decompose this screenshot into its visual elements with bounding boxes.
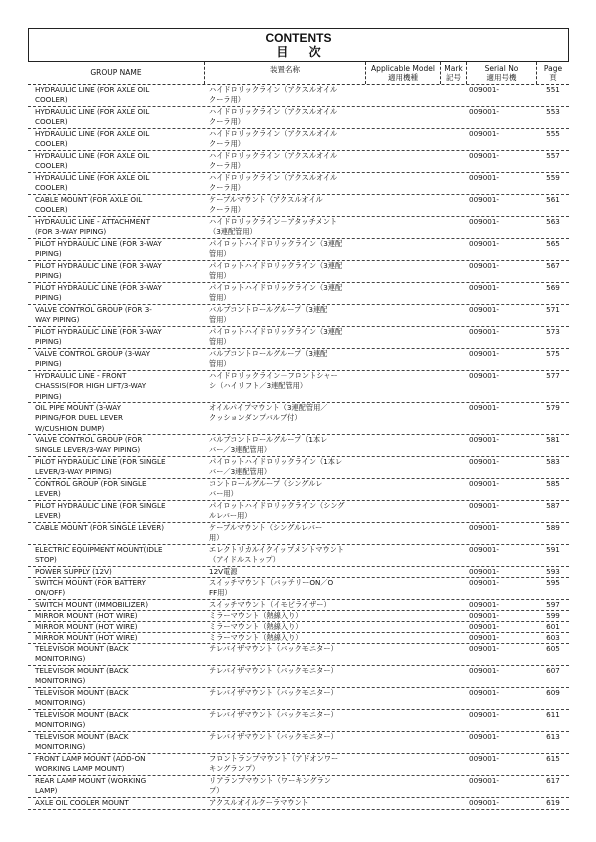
page-cell: 615 bbox=[546, 754, 560, 763]
table-row bbox=[28, 435, 569, 457]
name-jp-cell: ミラーマウント（熱線入り） bbox=[209, 611, 303, 620]
page-cell: 603 bbox=[546, 633, 560, 642]
page-cell: 597 bbox=[546, 600, 560, 609]
table-row bbox=[28, 622, 569, 633]
page-cell: 563 bbox=[546, 217, 560, 226]
page-cell: 551 bbox=[546, 85, 560, 94]
group-name-cell: CABLE MOUNT (FOR AXLE OIL COOLER) bbox=[35, 195, 143, 215]
header-serial-jp: 適用号機 bbox=[486, 73, 517, 82]
serial-no-cell: 009001- bbox=[469, 611, 500, 620]
page-cell: 561 bbox=[546, 195, 560, 204]
header-mark-en: Mark bbox=[444, 64, 463, 73]
name-jp-cell: バルブコントロールグループ（3連配 管用） bbox=[209, 349, 328, 369]
page-cell: 613 bbox=[546, 732, 560, 741]
page-cell: 569 bbox=[546, 283, 560, 292]
group-name-cell: HYDRAULIC LINE (FOR AXLE OIL COOLER) bbox=[35, 151, 150, 171]
serial-no-cell: 009001- bbox=[469, 283, 500, 292]
name-jp-cell: パイロットハイドロリックライン（1本レ バー／3連配管用） bbox=[209, 457, 343, 477]
name-jp-cell: パイロットハイドロリックライン（シング ルレバー用） bbox=[209, 501, 345, 521]
page-cell: 553 bbox=[546, 107, 560, 116]
serial-no-cell: 009001- bbox=[469, 129, 500, 138]
group-name-cell: OIL PIPE MOUNT (3-WAY PIPING/FOR DUEL LEVER W/CUSHION DUMP) bbox=[35, 403, 123, 433]
page-cell: 559 bbox=[546, 173, 560, 182]
group-name-cell: HYDRAULIC LINE (FOR AXLE OIL COOLER) bbox=[35, 129, 150, 149]
table-row bbox=[28, 85, 569, 107]
table-row bbox=[28, 578, 569, 600]
serial-no-cell: 009001- bbox=[469, 195, 500, 204]
group-name-cell: MIRROR MOUNT (HOT WIRE) bbox=[35, 622, 138, 631]
name-jp-cell: フロントランプマウント（アドオンワー キングランプ） bbox=[209, 754, 339, 774]
table-row bbox=[28, 239, 569, 261]
table-row bbox=[28, 644, 569, 666]
header-name-jp: 装置名称 bbox=[270, 65, 300, 74]
page-cell: 579 bbox=[546, 403, 560, 412]
group-name-cell: HYDRAULIC LINE (FOR AXLE OIL COOLER) bbox=[35, 107, 150, 127]
serial-no-cell: 009001- bbox=[469, 107, 500, 116]
name-jp-cell: ハイドロリックライン（アクスルオイル クーラ用） bbox=[209, 85, 338, 105]
page-cell: 587 bbox=[546, 501, 560, 510]
serial-no-cell: 009001- bbox=[469, 261, 500, 270]
table-row bbox=[28, 261, 569, 283]
table-row bbox=[28, 732, 569, 754]
table-row bbox=[28, 545, 569, 567]
page-cell: 599 bbox=[546, 611, 560, 620]
header-mark-jp: 記号 bbox=[446, 73, 461, 82]
page-cell: 573 bbox=[546, 327, 560, 336]
name-jp-cell: テレバイザマウント（バックモニター） bbox=[209, 688, 338, 697]
serial-no-cell: 009001- bbox=[469, 435, 500, 444]
name-jp-cell: スイッチマウント（イモビライザー） bbox=[209, 600, 331, 609]
table-row bbox=[28, 327, 569, 349]
serial-no-cell: 009001- bbox=[469, 403, 500, 412]
serial-no-cell: 009001- bbox=[469, 239, 500, 248]
group-name-cell: AXLE OIL COOLER MOUNT bbox=[35, 798, 129, 807]
name-jp-cell: バルブコントロールグループ（1本レ バー／3連配管用） bbox=[209, 435, 328, 455]
name-jp-cell: パイロットハイドロリックライン（3連配 管用） bbox=[209, 239, 343, 259]
page-cell: 583 bbox=[546, 457, 560, 466]
table-row bbox=[28, 754, 569, 776]
group-name-cell: VALVE CONTROL GROUP (FOR 3- WAY PIPING) bbox=[35, 305, 152, 325]
name-jp-cell: テレバイザマウント（バックモニター） bbox=[209, 732, 338, 741]
serial-no-cell: 009001- bbox=[469, 578, 500, 587]
table-row bbox=[28, 305, 569, 327]
table-row bbox=[28, 283, 569, 305]
page-cell: 567 bbox=[546, 261, 560, 270]
group-name-cell: MIRROR MOUNT (HOT WIRE) bbox=[35, 633, 138, 642]
serial-no-cell: 009001- bbox=[469, 732, 500, 741]
page-cell: 585 bbox=[546, 479, 560, 488]
name-jp-cell: エレクトリカルイクイップメントマウント （アイドルストップ） bbox=[209, 545, 345, 565]
table-row bbox=[28, 349, 569, 371]
group-name-cell: FRONT LAMP MOUNT (ADD-ON WORKING LAMP MOUNT) bbox=[35, 754, 146, 774]
group-name-cell: TELEVISOR MOUNT (BACK MONITORING) bbox=[35, 710, 129, 730]
header-group-name: GROUP NAME bbox=[90, 68, 142, 77]
serial-no-cell: 009001- bbox=[469, 666, 500, 675]
group-name-cell: REAR LAMP MOUNT (WORKING LAMP) bbox=[35, 776, 147, 796]
table-row bbox=[28, 479, 569, 501]
page-cell: 595 bbox=[546, 578, 560, 587]
serial-no-cell: 009001- bbox=[469, 349, 500, 358]
serial-no-cell: 009001- bbox=[469, 754, 500, 763]
page-cell: 605 bbox=[546, 644, 560, 653]
serial-no-cell: 009001- bbox=[469, 600, 500, 609]
header-serial-en: Serial No bbox=[484, 64, 519, 73]
serial-no-cell: 009001- bbox=[469, 327, 500, 336]
page-cell: 577 bbox=[546, 371, 560, 380]
serial-no-cell: 009001- bbox=[469, 644, 500, 653]
table-row bbox=[28, 776, 569, 798]
group-name-cell: VALVE CONTROL GROUP (3-WAY PIPING) bbox=[35, 349, 150, 369]
serial-no-cell: 009001- bbox=[469, 501, 500, 510]
table-row bbox=[28, 195, 569, 217]
page-cell: 575 bbox=[546, 349, 560, 358]
serial-no-cell: 009001- bbox=[469, 710, 500, 719]
serial-no-cell: 009001- bbox=[469, 776, 500, 785]
serial-no-cell: 009001- bbox=[469, 479, 500, 488]
header-model-jp: 適用機種 bbox=[388, 73, 418, 82]
contents-table-body bbox=[28, 85, 569, 810]
table-row bbox=[28, 567, 569, 578]
table-row bbox=[28, 666, 569, 688]
header-mark bbox=[441, 62, 466, 84]
serial-no-cell: 009001- bbox=[469, 567, 500, 576]
group-name-cell: CABLE MOUNT (FOR SINGLE LEVER) bbox=[35, 523, 165, 532]
name-jp-cell: パイロットハイドロリックライン（3連配 管用） bbox=[209, 327, 343, 347]
name-jp-cell: テレバイザマウント（バックモニター） bbox=[209, 666, 338, 675]
group-name-cell: TELEVISOR MOUNT (BACK MONITORING) bbox=[35, 644, 129, 664]
table-row bbox=[28, 611, 569, 622]
group-name-cell: TELEVISOR MOUNT (BACK MONITORING) bbox=[35, 666, 129, 686]
page-cell: 601 bbox=[546, 622, 560, 631]
serial-no-cell: 009001- bbox=[469, 523, 500, 532]
page-cell: 555 bbox=[546, 129, 560, 138]
name-jp-cell: ハイドロリックライン－アタッチメント （3連配管用） bbox=[209, 217, 338, 237]
serial-no-cell: 009001- bbox=[469, 371, 500, 380]
page-cell: 571 bbox=[546, 305, 560, 314]
table-row bbox=[28, 600, 569, 611]
group-name-cell: PILOT HYDRAULIC LINE (FOR SINGLE LEVER) bbox=[35, 501, 166, 521]
name-jp-cell: コントロールグループ（シングルレ バー用） bbox=[209, 479, 323, 499]
table-row bbox=[28, 217, 569, 239]
name-jp-cell: ハイドロリックライン（アクスルオイル クーラ用） bbox=[209, 173, 338, 193]
header-serial bbox=[467, 62, 536, 84]
name-jp-cell: ケーブルマウント（アクスルオイル クーラ用） bbox=[209, 195, 323, 215]
name-jp-cell: ケーブルマウント（シングルレバー 用） bbox=[209, 523, 323, 543]
table-row bbox=[28, 798, 569, 810]
name-jp-cell: テレバイザマウント（バックモニター） bbox=[209, 644, 338, 653]
serial-no-cell: 009001- bbox=[469, 151, 500, 160]
serial-no-cell: 009001- bbox=[469, 633, 500, 642]
group-name-cell: MIRROR MOUNT (HOT WIRE) bbox=[35, 611, 138, 620]
table-row bbox=[28, 457, 569, 479]
name-jp-cell: 12V電源 bbox=[209, 567, 238, 576]
name-jp-cell: ミラーマウント（熱線入り） bbox=[209, 622, 303, 631]
table-row bbox=[28, 688, 569, 710]
serial-no-cell: 009001- bbox=[469, 545, 500, 554]
page-cell: 611 bbox=[546, 710, 560, 719]
header-page-en: Page bbox=[543, 64, 563, 73]
page-cell: 565 bbox=[546, 239, 560, 248]
serial-no-cell: 009001- bbox=[469, 217, 500, 226]
header-applicable-model bbox=[366, 62, 440, 84]
serial-no-cell: 009001- bbox=[469, 798, 500, 807]
table-row bbox=[28, 371, 569, 403]
group-name-cell: TELEVISOR MOUNT (BACK MONITORING) bbox=[35, 732, 129, 752]
name-jp-cell: パイロットハイドロリックライン（3連配 管用） bbox=[209, 283, 343, 303]
table-row bbox=[28, 633, 569, 644]
table-header bbox=[28, 62, 569, 85]
group-name-cell: HYDRAULIC LINE (FOR AXLE OIL COOLER) bbox=[35, 173, 150, 193]
name-jp-cell: テレバイザマウント（バックモニター） bbox=[209, 710, 338, 719]
group-name-cell: PILOT HYDRAULIC LINE (FOR 3-WAY PIPING) bbox=[35, 261, 162, 281]
table-row bbox=[28, 523, 569, 545]
serial-no-cell: 009001- bbox=[469, 622, 500, 631]
name-jp-cell: ハイドロリックライン（アクスルオイル クーラ用） bbox=[209, 107, 338, 127]
header-model-en: Applicable Model bbox=[371, 64, 435, 73]
table-row bbox=[28, 501, 569, 523]
group-name-cell: PILOT HYDRAULIC LINE (FOR 3-WAY PIPING) bbox=[35, 239, 162, 259]
group-name-cell: HYDRAULIC LINE - FRONT CHASSIS(FOR HIGH LIFT/3-WAY PIPING) bbox=[35, 371, 147, 401]
table-row bbox=[28, 129, 569, 151]
table-row bbox=[28, 710, 569, 732]
header-page bbox=[537, 62, 569, 84]
table-row bbox=[28, 173, 569, 195]
page-cell: 589 bbox=[546, 523, 560, 532]
name-jp-cell: ハイドロリックライン（アクスルオイル クーラ用） bbox=[209, 151, 338, 171]
name-jp-cell: バルブコントロールグループ（3連配 管用） bbox=[209, 305, 328, 325]
title-english: CONTENTS bbox=[265, 31, 332, 45]
name-jp-cell: オイルパイプマウント（3連配管用／ クッションダンプバルブ付） bbox=[209, 403, 328, 423]
page-cell: 593 bbox=[546, 567, 560, 576]
serial-no-cell: 009001- bbox=[469, 173, 500, 182]
name-jp-cell: スイッチマウント（バッテリーON／O FF用） bbox=[209, 578, 334, 598]
name-jp-cell: ハイドロリックライン（アクスルオイル クーラ用） bbox=[209, 129, 338, 149]
page-cell: 609 bbox=[546, 688, 560, 697]
name-jp-cell: パイロットハイドロリックライン（3連配 管用） bbox=[209, 261, 343, 281]
page-cell: 619 bbox=[546, 798, 560, 807]
name-jp-cell: ミラーマウント（熱線入り） bbox=[209, 633, 303, 642]
page-cell: 557 bbox=[546, 151, 560, 160]
serial-no-cell: 009001- bbox=[469, 457, 500, 466]
group-name-cell: PILOT HYDRAULIC LINE (FOR 3-WAY PIPING) bbox=[35, 327, 162, 347]
group-name-cell: PILOT HYDRAULIC LINE (FOR SINGLE LEVER/3-WAY PIPING) bbox=[35, 457, 166, 477]
contents-page bbox=[28, 28, 569, 810]
group-name-cell: SWITCH MOUNT (FOR BATTERY ON/OFF) bbox=[35, 578, 146, 598]
serial-no-cell: 009001- bbox=[469, 688, 500, 697]
group-name-cell: TELEVISOR MOUNT (BACK MONITORING) bbox=[35, 688, 129, 708]
header-page-jp: 頁 bbox=[549, 73, 557, 82]
group-name-cell: HYDRAULIC LINE (FOR AXLE OIL COOLER) bbox=[35, 85, 150, 105]
table-row bbox=[28, 151, 569, 173]
group-name-cell: HYDRAULIC LINE - ATTACHMENT (FOR 3-WAY PIPING) bbox=[35, 217, 151, 237]
name-jp-cell: リアランプマウント（ワーキングラン プ） bbox=[209, 776, 331, 796]
serial-no-cell: 009001- bbox=[469, 305, 500, 314]
group-name-cell: VALVE CONTROL GROUP (FOR SINGLE LEVER/3-WAY PIPING) bbox=[35, 435, 143, 455]
group-name-cell: CONTROL GROUP (FOR SINGLE LEVER) bbox=[35, 479, 147, 499]
page-cell: 581 bbox=[546, 435, 560, 444]
group-name-cell: SWITCH MOUNT (IMMOBILIZER) bbox=[35, 600, 149, 609]
page-cell: 591 bbox=[546, 545, 560, 554]
group-name-cell: PILOT HYDRAULIC LINE (FOR 3-WAY PIPING) bbox=[35, 283, 162, 303]
group-name-cell: POWER SUPPLY (12V) bbox=[35, 567, 112, 576]
name-jp-cell: アクスルオイルクーラマウント bbox=[209, 798, 309, 807]
title-box bbox=[28, 28, 569, 62]
page-cell: 607 bbox=[546, 666, 560, 675]
name-jp-cell: ハイドロリックライン－フロントシャー シ（ハイリフト／3連配管用） bbox=[209, 371, 338, 391]
page-cell: 617 bbox=[546, 776, 560, 785]
title-japanese: 目 次 bbox=[276, 45, 329, 59]
table-row bbox=[28, 107, 569, 129]
table-row bbox=[28, 403, 569, 435]
group-name-cell: ELECTRIC EQUIPMENT MOUNT(IDLE STOP) bbox=[35, 545, 163, 565]
serial-no-cell: 009001- bbox=[469, 85, 500, 94]
